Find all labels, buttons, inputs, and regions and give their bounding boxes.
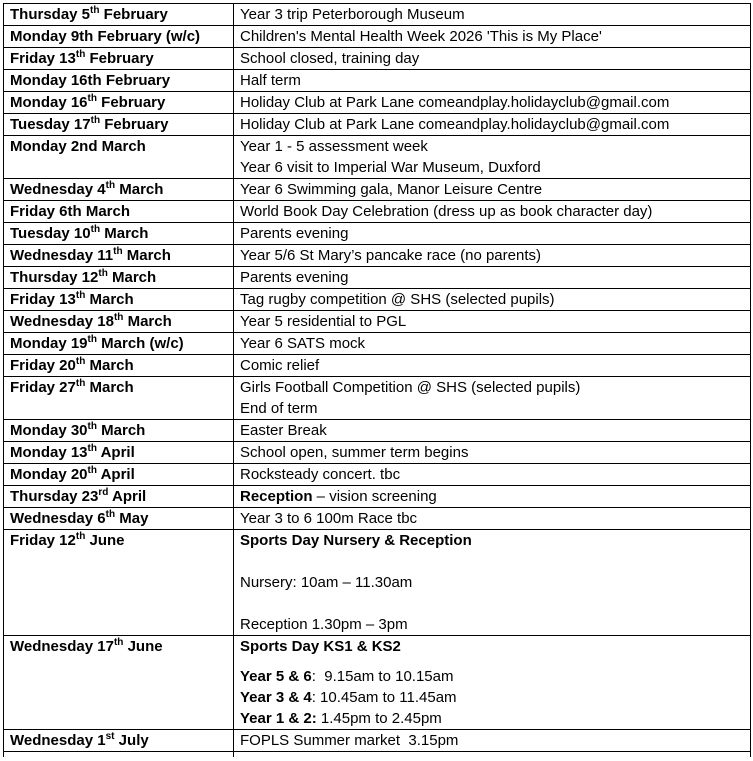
events-table-body [4,4,751,758]
event-text: Year 5 residential to PGL [240,313,407,330]
date-cell: Friday 6th March [4,201,234,223]
date-cell: Thursday 5th February [4,4,234,26]
event-line [240,179,742,200]
date-cell: Tuesday 17th February [4,114,234,136]
event-line [240,311,742,332]
date-cell: Friday 13th February [4,48,234,70]
ordinal-superscript: th [87,93,97,104]
date-cell: Tuesday 10th March [4,223,234,245]
event-line [240,355,742,376]
event-cell [234,530,751,636]
table-row [4,179,751,201]
event-text: Year 5/6 St Mary’s pancake race (no parents) [240,247,541,264]
event-cell [234,752,751,758]
date-cell: Monday 9th February (w/c) [4,26,234,48]
ordinal-superscript: th [90,5,100,16]
event-line [240,687,742,708]
date-cell: Wednesday 6th May [4,508,234,530]
table-row [4,377,751,420]
event-text: Year 6 visit to Imperial War Museum, Duxford [240,159,541,176]
event-cell [234,311,751,333]
blank-line [240,551,742,572]
ordinal-superscript: th [87,465,97,476]
event-text: Girls Football Competition @ SHS (selected pupils) [240,379,581,396]
date-cell: Friday 13th March [4,289,234,311]
event-line [240,26,742,47]
table-row [4,223,751,245]
event-line [240,201,742,222]
event-text-bold: Sports Day KS1 & KS2 [240,638,401,655]
event-cell [234,136,751,179]
date-cell: Monday 30th March [4,420,234,442]
event-cell [234,245,751,267]
event-text: Rocksteady concert. tbc [240,466,401,483]
blank-line [240,657,742,666]
date-cell [4,752,234,758]
ordinal-superscript: th [98,268,108,279]
event-text-bold: Year 3 & 4 [240,689,312,706]
date-cell: Wednesday 11th March [4,245,234,267]
event-text: Year 3 to 6 100m Race tbc [240,510,418,527]
date-cell: Thursday 12th March [4,267,234,289]
table-row [4,355,751,377]
event-line [240,486,742,507]
event-cell [234,201,751,223]
ordinal-superscript: th [113,246,123,257]
ordinal-superscript: th [75,531,86,542]
event-line [240,289,742,310]
ordinal-superscript: th [87,443,97,454]
table-row [4,201,751,223]
date-cell: Monday 19th March (w/c) [4,333,234,355]
table-row [4,267,751,289]
table-row [4,311,751,333]
ordinal-superscript: rd [98,487,109,498]
table-row [4,530,751,636]
event-cell [234,114,751,136]
event-cell [234,377,751,420]
event-text: Year 1 - 5 assessment week [240,138,428,155]
event-line [240,530,742,551]
table-row [4,4,751,26]
event-line [240,48,742,69]
event-cell [234,92,751,114]
date-cell: Wednesday 17th June [4,636,234,730]
table-row [4,333,751,355]
event-cell [234,70,751,92]
event-text: 1.45pm to 2.45pm [316,710,442,727]
ordinal-superscript: th [113,637,124,648]
event-line [240,70,742,91]
date-cell: Monday 13th April [4,442,234,464]
event-text: End of term [240,400,318,417]
event-text: Nursery: 10am – 11.30am [240,574,413,591]
event-text: Holiday Club at Park Lane comeandplay.holidayclub@gmail.com [240,94,670,111]
event-line [240,333,742,354]
ordinal-superscript: th [87,334,97,345]
ordinal-superscript: th [75,290,86,301]
event-text: Children's Mental Health Week 2026 'This is My Place' [240,28,602,45]
table-row [4,26,751,48]
event-text: FOPLS Summer market 3.15pm [240,732,459,749]
event-cell [234,179,751,201]
event-text: : 9.15am to 10.15am [311,668,454,685]
event-text: Tag rugby competition @ SHS (selected pupils) [240,291,555,308]
ordinal-superscript: st [105,731,115,742]
ordinal-superscript: th [105,509,116,520]
date-cell: Thursday 23rd April [4,486,234,508]
event-line [240,377,742,398]
date-cell: Friday 12th June [4,530,234,636]
event-text: Parents evening [240,225,349,242]
date-cell: Wednesday 18th March [4,311,234,333]
event-line [240,245,742,266]
event-cell [234,636,751,730]
event-line [240,92,742,113]
ordinal-superscript: th [105,180,116,191]
date-cell: Friday 20th March [4,355,234,377]
event-line [240,572,742,593]
event-cell [234,267,751,289]
event-cell [234,442,751,464]
event-text: – vision screening [312,488,437,505]
event-line [240,136,742,157]
event-cell [234,4,751,26]
blank-line [240,593,742,614]
cut-off-row [4,752,751,758]
event-line [240,114,742,135]
event-line [240,464,742,485]
event-line [240,157,742,178]
table-row [4,508,751,530]
table-row [4,464,751,486]
event-text: : 10.45am to 11.45am [311,689,457,706]
event-text: School closed, training day [240,50,420,67]
event-line [240,442,742,463]
ordinal-superscript: th [87,421,97,432]
event-text: World Book Day Celebration (dress up as book character day) [240,203,653,220]
table-row [4,92,751,114]
table-row [4,245,751,267]
ordinal-superscript: th [75,356,86,367]
ordinal-superscript: th [113,312,124,323]
date-cell: Wednesday 1st July [4,730,234,752]
event-cell [234,486,751,508]
event-text: Comic relief [240,357,320,374]
date-cell: Monday 2nd March [4,136,234,179]
table-row [4,48,751,70]
date-cell: Wednesday 4th March [4,179,234,201]
event-line [240,508,742,529]
event-cell [234,223,751,245]
event-cell [234,355,751,377]
event-line [240,708,742,729]
ordinal-superscript: th [75,378,86,389]
event-text: Year 6 Swimming gala, Manor Leisure Centre [240,181,543,198]
date-cell: Monday 16th February [4,70,234,92]
event-text: Parents evening [240,269,349,286]
table-row [4,114,751,136]
event-line [240,267,742,288]
table-row [4,730,751,752]
event-text: Reception 1.30pm – 3pm [240,616,408,633]
event-text: Year 3 trip Peterborough Museum [240,6,465,23]
event-line [240,420,742,441]
event-line [240,730,742,751]
event-text: Half term [240,72,301,89]
event-line [240,614,742,635]
events-table [3,3,751,757]
event-text: Year 6 SATS mock [240,335,366,352]
event-cell [234,333,751,355]
table-row [4,420,751,442]
event-cell [234,730,751,752]
table-row [4,289,751,311]
event-line [240,223,742,244]
event-cell [234,289,751,311]
event-text-bold: Reception [240,488,313,505]
event-text: Holiday Club at Park Lane comeandplay.holidayclub@gmail.com [240,116,670,133]
date-cell: Friday 27th March [4,377,234,420]
event-text: Easter Break [240,422,327,439]
event-text-bold: Year 5 & 6 [240,668,312,685]
event-cell [234,48,751,70]
event-line [240,4,742,25]
event-cell [234,508,751,530]
date-cell: Monday 20th April [4,464,234,486]
event-cell [234,26,751,48]
event-line [240,666,742,687]
ordinal-superscript: th [75,49,86,60]
table-row [4,70,751,92]
event-text: School open, summer term begins [240,444,469,461]
event-text-bold: Sports Day Nursery & Reception [240,532,472,549]
table-row [4,442,751,464]
date-cell: Monday 16th February [4,92,234,114]
ordinal-superscript: th [90,224,101,235]
table-row [4,136,751,179]
table-row [4,636,751,730]
event-text-bold: Year 1 & 2: [240,710,317,727]
event-line [240,636,742,657]
table-row [4,486,751,508]
event-cell [234,464,751,486]
event-line [240,398,742,419]
event-cell [234,420,751,442]
ordinal-superscript: th [90,115,101,126]
